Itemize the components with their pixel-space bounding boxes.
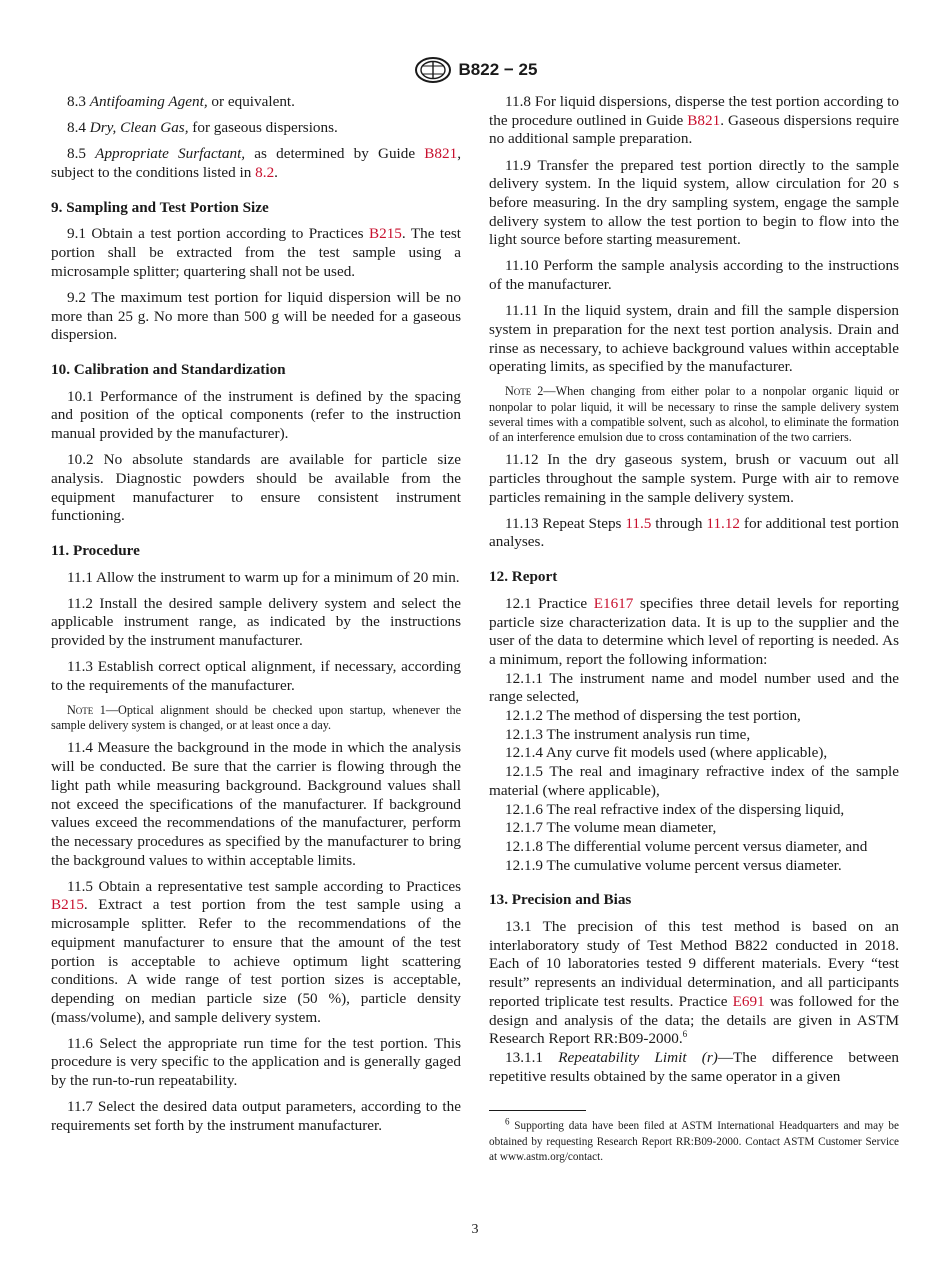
para-13-1: 13.1 The precision of this test method is based on an interlaboratory study of Test Method B822 conducted in 2018. Each of 10 laboratories tested 9 different materials. Every “test result” represents an individual determination, and all participants reported triplicate test results. Practice E691 was followed for the design and analysis of the data; the details are given in ASTM Research Report RR:B09-2000.$^6$ xyxy=(489,918,899,1048)
footnote-divider xyxy=(489,1110,586,1111)
link-b215[interactable]: B215 xyxy=(51,896,84,914)
list-item: 12.1.1 The instrument name and model number used and the range selected, xyxy=(489,669,899,706)
page-number: 3 xyxy=(471,1222,479,1237)
para-11-5: 11.5 Obtain a representative test sample according to Practices B215. Extract a test portion from the test sample using a microsample splitter. Refer to the recommendations of the equipment manufacturer to ensure that the amount of the test portion is acceptable to achieve optimum light scattering conditions. A wide range of test portion sizes is acceptable, depending on median particle size (50 %), particle density (mass/volume), and sample delivery system. xyxy=(51,877,461,1026)
link-b821[interactable]: B821 xyxy=(687,111,721,129)
para-8-3: 8.3 Antifoaming Agent, or equivalent. xyxy=(67,93,295,110)
para-9-1: 9.1 Obtain a test portion according to Practices B215. The test portion shall be extracted from the test sample using a microsample splitter; quartering shall not be used. xyxy=(51,225,461,280)
para-11-7: 11.7 Select the desired data output parameters, according to the requirements set forth by the instrument manufacturer. xyxy=(51,1098,461,1134)
para-9-2: 9.2 The maximum test portion for liquid dispersion will be no more than 25 g. No more than 500 g will be needed for a gaseous dispersion. xyxy=(51,288,461,344)
footnote-ref[interactable]: 6 xyxy=(682,1029,688,1040)
para-11-4: 11.4 Measure the background in the mode in which the analysis will be conducted. Be sure that the carrier is flowing through the light path while measuring background. Background values shall not exceed the specifications of the manufacturer. If background values exceed the recommendations of the manufacturer, perform the necessary procedures as specified by the manufacturer to bring the background values to within acceptable limits. xyxy=(51,739,461,869)
list-item: 12.1.9 The cumulative volume percent versus diameter. xyxy=(505,856,842,874)
list-item: 12.1.4 Any curve fit models used (where applicable), xyxy=(505,744,828,762)
section-13-heading: 13. Precision and Bias xyxy=(489,891,632,909)
para-8-5: 8.5 Appropriate Surfactant, as determined by Guide B821, subject to the conditions listed in 8.2. xyxy=(51,145,461,181)
right-column xyxy=(489,93,899,1165)
para-11-13: 11.13 Repeat Steps 11.5 through 11.12 for additional test portion analyses. xyxy=(489,514,900,551)
para-11-11: 11.11 In the liquid system, drain and fill the sample dispersion system in preparation for the next test portion analysis. Drain and rinse as necessary, to achieve background values within acceptable operating limits, as specified by the manufacturer. xyxy=(489,302,899,376)
link-11-12[interactable]: 11.12 xyxy=(706,514,741,532)
list-item: 12.1.7 The volume mean diameter, xyxy=(505,819,717,837)
link-e1617[interactable]: E1617 xyxy=(593,594,634,612)
link-b821[interactable]: B821 xyxy=(424,145,458,163)
section-12-heading: 12. Report xyxy=(489,568,558,586)
note-1: Note 1—Optical alignment should be checked upon startup, whenever the sample delivery system is changed, or at least once a day. xyxy=(51,703,462,733)
para-11-6: 11.6 Select the appropriate run time for the test portion. This procedure is very specific to the application and is generally gaged by the run-to-run repeatability. xyxy=(51,1034,461,1090)
document-designation: B822 − 25 xyxy=(458,60,538,79)
para-11-8: 11.8 For liquid dispersions, disperse the test portion according to the procedure outlined in Guide B821. Gaseous dispersions require no additional sample preparation. xyxy=(489,93,899,148)
para-11-12: 11.12 In the dry gaseous system, brush or vacuum out all particles throughout the sample system. Purge with air to remove particles remaining in the sample delivery system. xyxy=(489,451,899,506)
list-item: 12.1.5 The real and imaginary refractive index of the sample material (where applicable), xyxy=(489,763,899,799)
list-item: 12.1.3 The instrument analysis run time, xyxy=(505,725,751,743)
link-11-5[interactable]: 11.5 xyxy=(625,514,652,532)
link-8-2[interactable]: 8.2 xyxy=(255,163,275,181)
page-header xyxy=(0,55,950,85)
para-13-1-1: 13.1.1 Repeatability Limit (r)—The difference between repetitive results obtained by the same operator in a given xyxy=(489,1049,900,1085)
para-11-9: 11.9 Transfer the prepared test portion directly to the sample delivery system. In the liquid system, allow circulation for 20 s before measuring. In the dry sampling system, engage the sample delivery system to allow the test portion to begin to flow into the light source before starting measurement. xyxy=(489,156,899,249)
list-item: 12.1.2 The method of dispersing the test portion, xyxy=(505,707,801,725)
para-11-1: 11.1 Allow the instrument to warm up for a minimum of 20 min. xyxy=(67,568,460,586)
para-11-3: 11.3 Establish correct optical alignment, if necessary, according to the requirements of the manufacturer. xyxy=(51,658,461,694)
link-e691[interactable]: E691 xyxy=(732,992,765,1010)
para-12-1: 12.1 Practice E1617 specifies three detail levels for reporting particle size characterization data. It is up to the supplier and the user of the data to determine which level of reporting is needed. As a minimum, report the following information: xyxy=(489,594,899,668)
left-column xyxy=(51,93,461,1143)
astm-logo-icon xyxy=(413,56,453,84)
section-9-heading: 9. Sampling and Test Portion Size xyxy=(51,198,269,216)
section-10-heading: 10. Calibration and Standardization xyxy=(51,360,286,378)
note-2: Note 2—When changing from either polar to a nonpolar organic liquid or nonpolar to polar liquid, it will be necessary to rinse the sample delivery system several times with a compatible solvent, such as alcohol, to eliminate the formation of an interference emulsion due to cross contamination of the two carriers. xyxy=(489,384,899,445)
para-11-2: 11.2 Install the desired sample delivery system and select the applicable instrument range, as indicated by the instructions provided by the instrument manufacturer. xyxy=(51,594,461,650)
para-11-10: 11.10 Perform the sample analysis according to the instructions of the manufacturer. xyxy=(489,257,899,294)
link-b215[interactable]: B215 xyxy=(368,225,402,243)
footnote-6: $^6$ Supporting data have been filed at ASTM International Headquarters and may be obtained by requesting Research Report RR:B09-2000. Contact ASTM Customer Service at www.astm.org/contact. xyxy=(489,1116,899,1163)
para-10-2: 10.2 No absolute standards are available for particle size analysis. Diagnostic powders should be available from the equipment manufacturer to ensure consistent instrument functioning. xyxy=(51,451,461,525)
para-10-1: 10.1 Performance of the instrument is defined by the spacing and position of the optical components (refer to the instruction manual provided by the manufacturer). xyxy=(51,387,461,443)
list-item: 12.1.8 The differential volume percent versus diameter, and xyxy=(505,837,868,855)
para-8-4: 8.4 Dry, Clean Gas, for gaseous dispersions. xyxy=(67,119,338,137)
section-11-heading: 11. Procedure xyxy=(51,541,140,559)
list-item: 12.1.6 The real refractive index of the dispersing liquid, xyxy=(505,800,845,818)
